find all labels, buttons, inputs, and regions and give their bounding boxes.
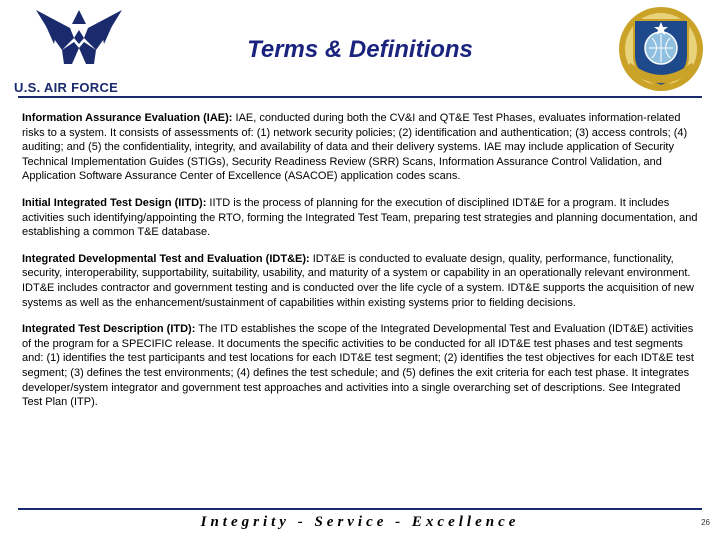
definition-text: The ITD establishes the scope of the Integrated Developmental Test and Evaluation (IDT&E) activities of the program for a SPECIFIC release. It documents the specific activities to be conducted for all IDT&E test phases and test segments and: (1) identifies the test participants and test locations for each IDT&E test segment; (2) identifies the test objectives for each IDT&E test segment; (3) defines the test environments; (4) defines the test schedule; and (5) defines the exit criteria for each test phase. It integrates developer/system integrator and government test approaches and activities into a single overarching set of descriptions. See Integrated Test Plan (ITP). [22, 323, 694, 409]
header-rule [18, 96, 702, 98]
definition-iae [22, 111, 700, 184]
definitions-content [22, 111, 700, 422]
air-force-logo [14, 4, 144, 94]
definition-iitd [22, 196, 700, 240]
term-label: Integrated Test Description (ITD): [22, 323, 196, 336]
definition-itd [22, 322, 700, 410]
definition-idte [22, 252, 700, 310]
logo-text: U.S. AIR FORCE [14, 80, 119, 95]
definition-text: IITD is the process of planning for the execution of disciplined IDT&E for a program. It includes activities such identifying/appointing the RTO, forming the Integrated Test Team, preparing test strategies and planning documentation, and establishing a common T&E database. [22, 196, 698, 239]
term-label: Information Assurance Evaluation (IAE): [22, 112, 233, 124]
footer-rule [18, 508, 702, 510]
center-seal [616, 4, 706, 94]
footer-motto: Integrity - Service - Excellence [200, 514, 520, 530]
definition-text: IAE, conducted during both the CV&I and QT&E Test Phases, evaluates information-related risks to a system. It consists of assessments of: (1) network security policies; (2) identification and authentication; (3) access controls; (4) auditing; and (5) the confidentiality, integrity, and availability of data and their delivery systems. IAE may include application of Security Technical Implementation Guides (STIGs), Security Readiness Review (SRR) Scans, Information Assurance Control Validation, and Application Software Assurance Center of Excellence (ASACOE) application codes scans. [22, 112, 688, 183]
page-title: Terms & Definitions [247, 36, 473, 63]
definition-text: IDT&E is conducted to evaluate design, quality, performance, functionality, security, interoperability, supportability, suitability, usability, and maturity of a system or capability in an operationally relevant environment. IDT&E includes contractor and government testing and is conducted over the life cycle of a system. IDT&E supports the acquisition of new systems as well as the enhancement/sustainment of capabilities within existing systems prior to fielding decisions. [22, 252, 694, 309]
air-force-wings-icon [34, 4, 124, 76]
term-label: Initial Integrated Test Design (IITD): [22, 196, 207, 209]
seal-emblem-icon [616, 4, 706, 94]
page-number: 26 [701, 518, 710, 527]
term-label: Integrated Developmental Test and Evaluation (IDT&E): [22, 252, 310, 265]
